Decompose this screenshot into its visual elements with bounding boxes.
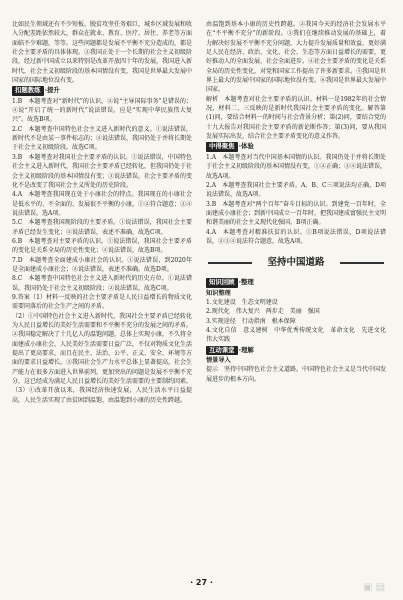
answer-paragraph: 3.实现途径 行动指南 根本保障: [206, 317, 296, 325]
section-heading: [206, 142, 386, 151]
answer-paragraph: 2.现代化 伟大复兴 两步走 美丽 强国: [206, 308, 320, 316]
right-column-bottom: [206, 278, 393, 384]
answer-paragraph: 5.C 本题考查我国现阶段的主要矛盾。①说法错误，我国社会主要矛盾已经发生变化；④说法错误，表述不准确，故选C项。: [12, 219, 192, 236]
answer-paragraph: 4.A 本题考查我国现在处于小康社会的特点。我国现在的小康社会是低水平的、不全面的、发展很不平衡的小康，①②符合题意；③④说法错误，选A项。: [12, 191, 193, 217]
chapter-heading: [206, 254, 386, 272]
answer-paragraph: 2.C 本题考查中国特色社会主义进入新时代的意义。①说法错误，新时代不是由某一事件标志的；④说法错误，我国仍处于并将长期处于社会主义初级阶段。故选C项。: [12, 125, 193, 152]
answer-paragraph: 7.D 本题考查全面建成小康社会的认识。①说法错误，到2020年是全面建成小康社会；②说法错误，表述不准确。故选D项。: [12, 256, 192, 273]
page-number: · 27 ·: [190, 578, 213, 587]
section-heading: [206, 278, 386, 287]
answer-paragraph: 8.C 本题考查中国特色社会主义进入新时代的历史方位。①说法错误，我国仍处于社会主义初级阶段；②说法错误，故选C项。: [12, 275, 192, 292]
answer-paragraph: 1.文化建设 生态文明建设: [206, 298, 278, 306]
answer-paragraph: 提示 坚持中国特色社会主义道路，中国特色社会主义是当代中国发展进步的根本方向。: [206, 366, 387, 383]
answer-paragraph: 比如民生领域还有不少短板，脱贫攻坚任务艰巨，城乡区域发展和收入分配差距依然较大，群众在就业、教育、医疗、居住、养老等方面面临不少难题，等等。这些问题都是发展不平衡不充分造成的，都是社会主要矛盾的具体体现。③我国正处于一个长期的社会主义初级阶段，经过新中国成立以来特别是改革开放四十年的发展，我国进入新时代，社会主义初级阶段的基本国情没有变，我国是世界最大发展中国家的国际地位没有变。: [12, 21, 193, 85]
watermark-logo: ▣ ▤: [362, 582, 386, 593]
subheading: 情景导入: [206, 357, 231, 364]
answer-paragraph: 2.A 本题考查我国社会主要矛盾。A、B、C三项说法均正确，D项说法错误，故选A项。: [206, 181, 386, 199]
answer-paragraph: 3.B 本题考查对我国社会主要矛盾的认识。①说法错误，中国特色社会主义进入新时代，我国社会主要矛盾已经转化，但我国仍处于社会主义初级阶段的基本国情没有变；③说法错误，社会主要矛盾的变化不是改变了我国社会主义所处的历史阶段。: [12, 153, 193, 189]
answer-paragraph: 由温饱到基本小康的历史性跨越。②我国今天的经济社会发展水平在“不平衡不充分”的新阶段。③我们在继续推动发展的基础上，着力解决好发展不平衡不充分问题，大力提升发展质量和效益，更好满足人民在经济、政治、文化、社会、生态等方面日益增长的需要，更好推动人的全面发展、社会全面进步。④社会主要矛盾的变化是关系全局的历史性变化，对党和国家工作提出了许多新要求。⑤我国是世界上最大的发展中国家的国际地位没有变。⑥我国是世界最大发展中国家。: [206, 21, 387, 94]
answer-paragraph: 4.A 本题考查对精准扶贫的认识。①B项说法错误，D项说法错误，②③④说法符合题意，故选A项。: [206, 228, 386, 245]
section-tag: 扣题教练: [12, 86, 44, 95]
subheading: 知识整理: [206, 289, 231, 297]
answer-paragraph: （2）①中国特色社会主义进入新时代，我国社会主要矛盾已经转化为人民日益增长的美好生活需要和不平衡不充分的发展之间的矛盾。②我国稳定解决了十几亿人的温饱问题，总体上实现小康，不久将全面建成小康社会，人民美好生活需要日益广泛，不仅对物质文化生活提出了更高要求，而且在民主、法治、公平、正义、安全、环境等方面的要求日益增长。③我国社会生产力水平总体上显著提高，社会生产能力在很多方面进入世界前列，更加突出的问题是发展不平衡不充分，这已经成为满足人民日益增长的美好生活需要的主要制约因素。: [12, 312, 193, 386]
section-suffix: ·整理: [238, 278, 254, 287]
answer-paragraph: （3）①改革开放以来，我国经济快速发展，人民生活水平日益提高，人民生活实现了由贫困到温饱、由温饱到小康的历史性跨越。: [12, 387, 192, 404]
section-tag: 互动课堂: [206, 346, 238, 355]
answer-paragraph: 3.B 本题考查对“两个百年”奋斗目标的认识。到建党一百年时，全面建成小康社会；到新中国成立一百年时，把我国建成富强民主文明和谐美丽的社会主义现代化强国。B项正确。: [206, 200, 387, 227]
chapter-title: 坚持中国道路: [267, 257, 325, 269]
section-tag: 知识回顾: [206, 278, 238, 287]
left-column: [12, 20, 192, 405]
right-column-top: [206, 20, 386, 246]
section-suffix: ·理解: [238, 345, 254, 354]
answer-paragraph: 9.答案（1）材料一反映的社会主要矛盾是人民日益增长的物质文化需要同落后的社会生产之间的矛盾。: [12, 293, 192, 311]
heading-rule-left: [208, 262, 252, 264]
heading-rule-right: [340, 262, 384, 264]
section-heading: [206, 346, 386, 355]
section-heading: [12, 86, 192, 95]
answer-paragraph: 6.B 本题考查对主要矛盾的认识。①说法错误，我国社会主要矛盾的变化是关系全局的历史性变化；④说法错误，故选B项。: [12, 237, 192, 255]
section-suffix: ·体验: [238, 142, 254, 151]
answer-paragraph: 1.B 本题考查对“新时代”的认识。②说“主导国际事务”是错误的；④说“开启了统一的新时代”说法错误，应是“实现中华民族伟大复兴”。故选B项。: [12, 97, 192, 124]
answer-paragraph: 1.A 本题考查对当代中国基本国情的认识。我国仍处于并将长期处于社会主义初级阶段的基本国情没有变，①②正确；③④说法错误，故选A项。: [206, 153, 387, 180]
section-suffix: ·提升: [44, 86, 60, 95]
right-column: [206, 20, 393, 384]
section-tag: 中得聚焦: [206, 142, 238, 151]
answer-paragraph: 解析 本题考查对社会主要矛盾的认识。材料一是1982年的社会情况，材料二、三反映的是新时代我国社会主要矛盾的变化。解答第(1)问，要结合材料一的时间与社会背景分析；第(2)问，要结合党的十九大报告对我国社会主要矛盾的新论断作答；第(3)问，要从我国发展实际出发，结合社会主要矛盾变化的意义作答。: [206, 95, 386, 141]
answer-paragraph: 4.文化自信 意义建树 中华优秀传统文化 革命文化 先进文化 伟大实践: [206, 326, 393, 344]
